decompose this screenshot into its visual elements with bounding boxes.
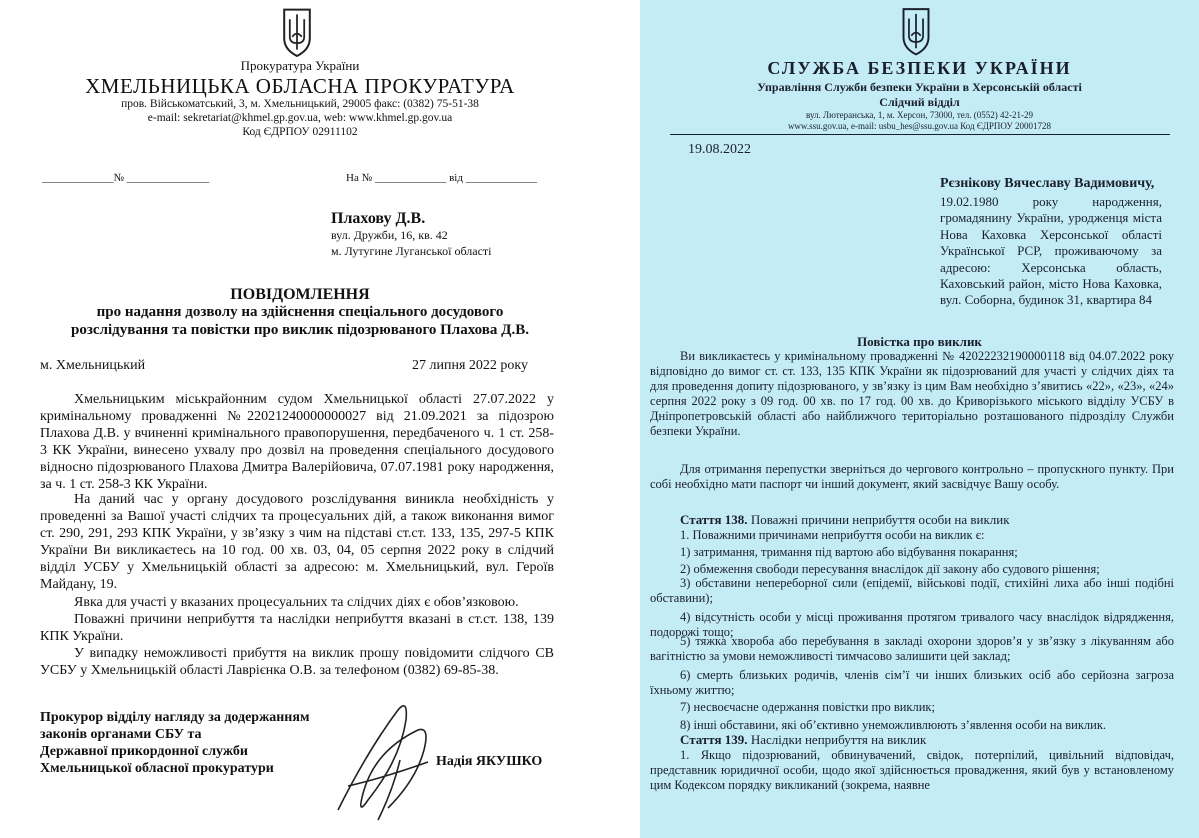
summons-date: 19.08.2022 bbox=[688, 142, 751, 157]
paragraph-4: Поважні причини неприбуття та наслідки неприбуття вказані в ст.ст. 138, 139 КПК України. bbox=[40, 612, 554, 644]
service-title: СЛУЖБА БЕЗПЕКИ УКРАЇНИ bbox=[767, 58, 1072, 78]
summons-heading: Повістка про виклик bbox=[857, 334, 982, 349]
article-138-heading bbox=[680, 512, 1010, 528]
outgoing-reg-number: _____________№ _______________ bbox=[42, 172, 210, 184]
article-138-label: Стаття 138. bbox=[680, 512, 748, 527]
addressee-name: Плахову Д.В. bbox=[331, 210, 426, 227]
article-138-item: 7) несвоєчасне одержання повістки про виклик; bbox=[680, 700, 935, 714]
right-document bbox=[640, 0, 1199, 838]
document-heading: ПОВІДОМЛЕННЯ bbox=[230, 286, 370, 303]
subject-line-1: про надання дозволу на здійснення спеціального досудового bbox=[96, 304, 504, 320]
header-divider bbox=[670, 134, 1170, 135]
signer-position-1: Прокурор відділу нагляду за додержанням bbox=[40, 710, 310, 725]
subject-line-2: розслідування та повістки про виклик підозрюваного Плахова Д.В. bbox=[71, 322, 529, 338]
paragraph-5: У випадку неможливості прибуття на виклик прошу повідомити слідчого СВ УСБУ у Хмельницькій області Лаврієнка О.В. за телефоном (0382) 69-85-38. bbox=[40, 646, 554, 678]
document-date: 27 липня 2022 року bbox=[412, 358, 529, 373]
paragraph-1: Хмельницьким міськрайонним судом Хмельницької області 27.07.2022 у кримінальному провадженні №22021240000000027 від 21.09.2021 за підозрою Плахова Д.В. у вчиненні кримінального правопорушення, передбаченого ч. 1 ст. 258-3 КК України, винесено ухвалу про дозвіл на проведення спеціального досудового відносно підозрюваного Плахова Дмитра Валерійовича, 07.07.1981 року народження, за ч. 1 ст. 258-3 КК України. bbox=[40, 392, 554, 492]
incoming-reg-number: На № _____________ від _____________ bbox=[346, 172, 538, 184]
article-138-item: 3) обставини непереборної сили (епідемії, військові події, стихійні лиха або інші подібні обставини); bbox=[650, 576, 1174, 605]
coat-of-arms-icon bbox=[900, 6, 932, 56]
signer-position-2: законів органами СБУ та bbox=[40, 727, 202, 742]
article-138-item: 8) інші обставини, які об’єктивно унеможливлюють з’явлення особи на виклик. bbox=[680, 718, 1107, 732]
org-title: ХМЕЛЬНИЦЬКА ОБЛАСНА ПРОКУРАТУРА bbox=[85, 74, 515, 98]
paragraph-3: Явка для участі у вказаних процесуальних та слідчих діях є обов’язковою. bbox=[74, 595, 519, 610]
org-code: Код ЄДРПОУ 02911102 bbox=[242, 126, 358, 138]
addressee-city: м. Лутугине Луганської області bbox=[331, 244, 492, 258]
signer-position-3: Державної прикордонної служби bbox=[40, 744, 248, 759]
paragraph-2: На даний час у органу досудового розслідування виникла необхідність у проведенні за Вашої участі слідчих та процесуальних дій, а також виконання вимог ст. 290, 291, 293 КПК України, у зв’язку з чим на підставі ст.ст. 133, 135, 297-5 КПК України Ви викликаєтесь на 10 год. 00 хв. 03, 04, 05 серпня 2022 року в слідчий відділ УСБУ у Хмельницькій області за адресою: м. Хмельницький, вул. Героїв Майдану, 19. bbox=[40, 492, 554, 592]
coat-of-arms-icon bbox=[281, 6, 313, 58]
article-138-item: 6) смерть близьких родичів, членів сім’ї чи інших близьких осіб або серйозна загроза їхньому життю; bbox=[650, 668, 1174, 697]
document-place: м. Хмельницький bbox=[40, 358, 146, 373]
org-name: Прокуратура України bbox=[240, 58, 360, 73]
article-138-item: 5) тяжка хвороба або перебування в закладі охорони здоров’я у зв’язку з лікуванням або вагітністю за умови неможливості тимчасово залишити цей заклад; bbox=[650, 634, 1174, 663]
article-139-heading bbox=[680, 732, 926, 748]
summons-paragraph-1: Ви викликаєтесь у кримінальному провадженні № 42022232190000118 від 04.07.2022 року відповідно до вимог ст. ст. 133, 135 КПК України як підозрюваний для участі у слідчих діях та для проведення допиту підозрюваного, у зв’язку із цим Вам необхідно з’явитись «22», «23», «24» серпня 2022 року з 09 год. 00 хв. по 17 год. 00 хв. до Криворізького міського відділу УСБУ в Дніпропетровській області або найближчого територіально розташованого підрозділу Служби безпеки України. bbox=[650, 349, 1174, 438]
service-unit: Слідчий відділ bbox=[879, 95, 960, 109]
article-139-text: 1. Якщо підозрюваний, обвинувачений, свідок, потерпілий, цивільний відповідач, представник юридичної особи, щодо якої здійснюється провадження, який був у встановленому цим Кодексом порядку викликаний (зокрема, наявне bbox=[650, 748, 1174, 792]
handwritten-signature bbox=[328, 690, 438, 830]
addressee-details: 19.02.1980 року народження, громадянину України, уродженця міста Нова Каховка Херсонської області Української РСР, проживаючому за адресою: Херсонська область, Каховський район, місто Нова Каховка, вул. Соборна, будинок 31, квартира 84 bbox=[940, 194, 1162, 308]
signer-name: Надія ЯКУШКО bbox=[436, 754, 543, 769]
article-139-title: Наслідки неприбуття на виклик bbox=[750, 732, 927, 747]
article-138-title: Поважні причини неприбуття особи на виклик bbox=[750, 512, 1010, 527]
article-138-intro: 1. Поважними причинами неприбуття особи на виклик є: bbox=[680, 528, 985, 542]
signer-position-4: Хмельницької обласної прокуратури bbox=[40, 761, 274, 776]
article-138-item: 2) обмеження свободи пересування внаслідок дії закону або судового рішення; bbox=[680, 562, 1100, 576]
article-139-label: Стаття 139. bbox=[680, 732, 748, 747]
summons-paragraph-2: Для отримання перепустки зверніться до чергового контрольно – пропускного пункту. При собі необхідно мати паспорт чи інший документ, який засвідчує Вашу особу. bbox=[650, 462, 1174, 491]
org-address: пров. Військоматський, 3, м. Хмельницький, 29005 факс: (0382) 75-51-38 bbox=[121, 98, 479, 110]
article-138-item: 1) затримання, тримання під вартою або відбування покарання; bbox=[680, 545, 1018, 559]
org-contacts: e-mail: sekretariat@khmel.gp.gov.ua, web: www.khmel.gp.gov.ua bbox=[147, 112, 453, 124]
service-department: Управління Служби безпеки України в Херсонській області bbox=[757, 80, 1082, 94]
service-address: вул. Лютеранська, 1, м. Херсон, 73000, тел. (0552) 42-21-29 bbox=[806, 110, 1033, 120]
addressee-name: Рєзнікову Вячеславу Вадимовичу, bbox=[940, 176, 1155, 191]
service-contacts: www.ssu.gov.ua, e-mail: usbu_hes@ssu.gov.ua Код ЄДРПОУ 20001728 bbox=[787, 121, 1052, 131]
addressee-street: вул. Дружби, 16, кв. 42 bbox=[331, 228, 448, 242]
article-138-item: 4) відсутність особи у місці проживання протягом тривалого часу внаслідок відрядження, подорожі тощо; bbox=[650, 610, 1174, 639]
